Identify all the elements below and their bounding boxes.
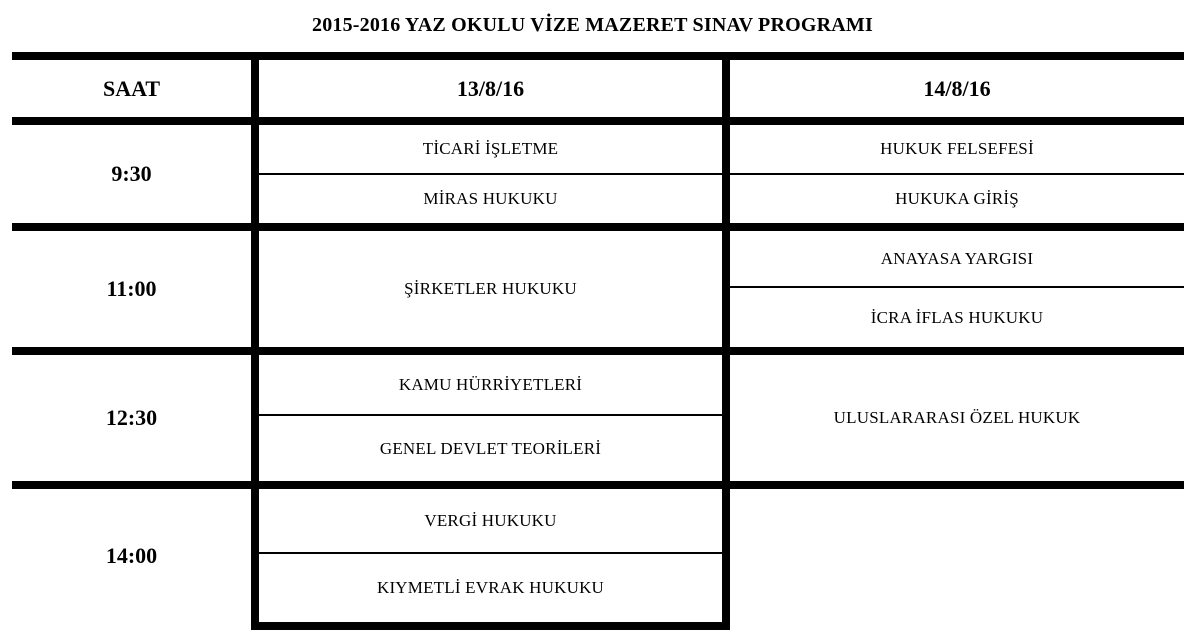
course-cell: VERGİ HUKUKU xyxy=(424,510,557,530)
course-cell: HUKUKA GİRİŞ xyxy=(895,189,1019,208)
row-2-bottom-border xyxy=(12,347,1184,355)
header-day1: 13/8/16 xyxy=(456,75,525,101)
course-cell: GENEL DEVLET TEORİLERİ xyxy=(379,438,602,458)
course-cell: KAMU HÜRRİYETLERİ xyxy=(398,374,583,394)
course-cell: İCRA İFLAS HUKUKU xyxy=(870,307,1044,327)
row-3-bottom-border xyxy=(12,481,1184,489)
time-slot-3: 12:30 xyxy=(105,405,158,430)
time-slot-4: 14:00 xyxy=(105,542,158,568)
course-cell: HUKUK FELSEFESİ xyxy=(880,139,1034,158)
header-bottom-border xyxy=(12,117,1184,125)
row-1-bottom-border xyxy=(12,223,1184,231)
page-title: 2015-2016 YAZ OKULU VİZE MAZERET SINAV PROGRAMI xyxy=(312,14,873,36)
course-cell: ANAYASA YARGISI xyxy=(880,248,1034,268)
course-cell: MİRAS HUKUKU xyxy=(423,189,558,208)
column-divider-left xyxy=(251,52,259,630)
course-cell: TİCARİ İŞLETME xyxy=(422,139,559,158)
header-day2: 14/8/16 xyxy=(923,75,991,101)
day1-bottom-border xyxy=(251,622,730,630)
course-cell: KIYMETLİ EVRAK HUKUKU xyxy=(376,578,605,597)
column-divider-right xyxy=(722,52,730,630)
time-slot-2: 11:00 xyxy=(106,276,157,301)
header-time: SAAT xyxy=(102,75,161,101)
time-slot-1: 9:30 xyxy=(111,161,152,186)
course-cell: ULUSLARARASI ÖZEL HUKUK xyxy=(833,408,1081,427)
course-cell: ŞİRKETLER HUKUKU xyxy=(404,279,577,298)
table-top-border xyxy=(12,52,1184,60)
